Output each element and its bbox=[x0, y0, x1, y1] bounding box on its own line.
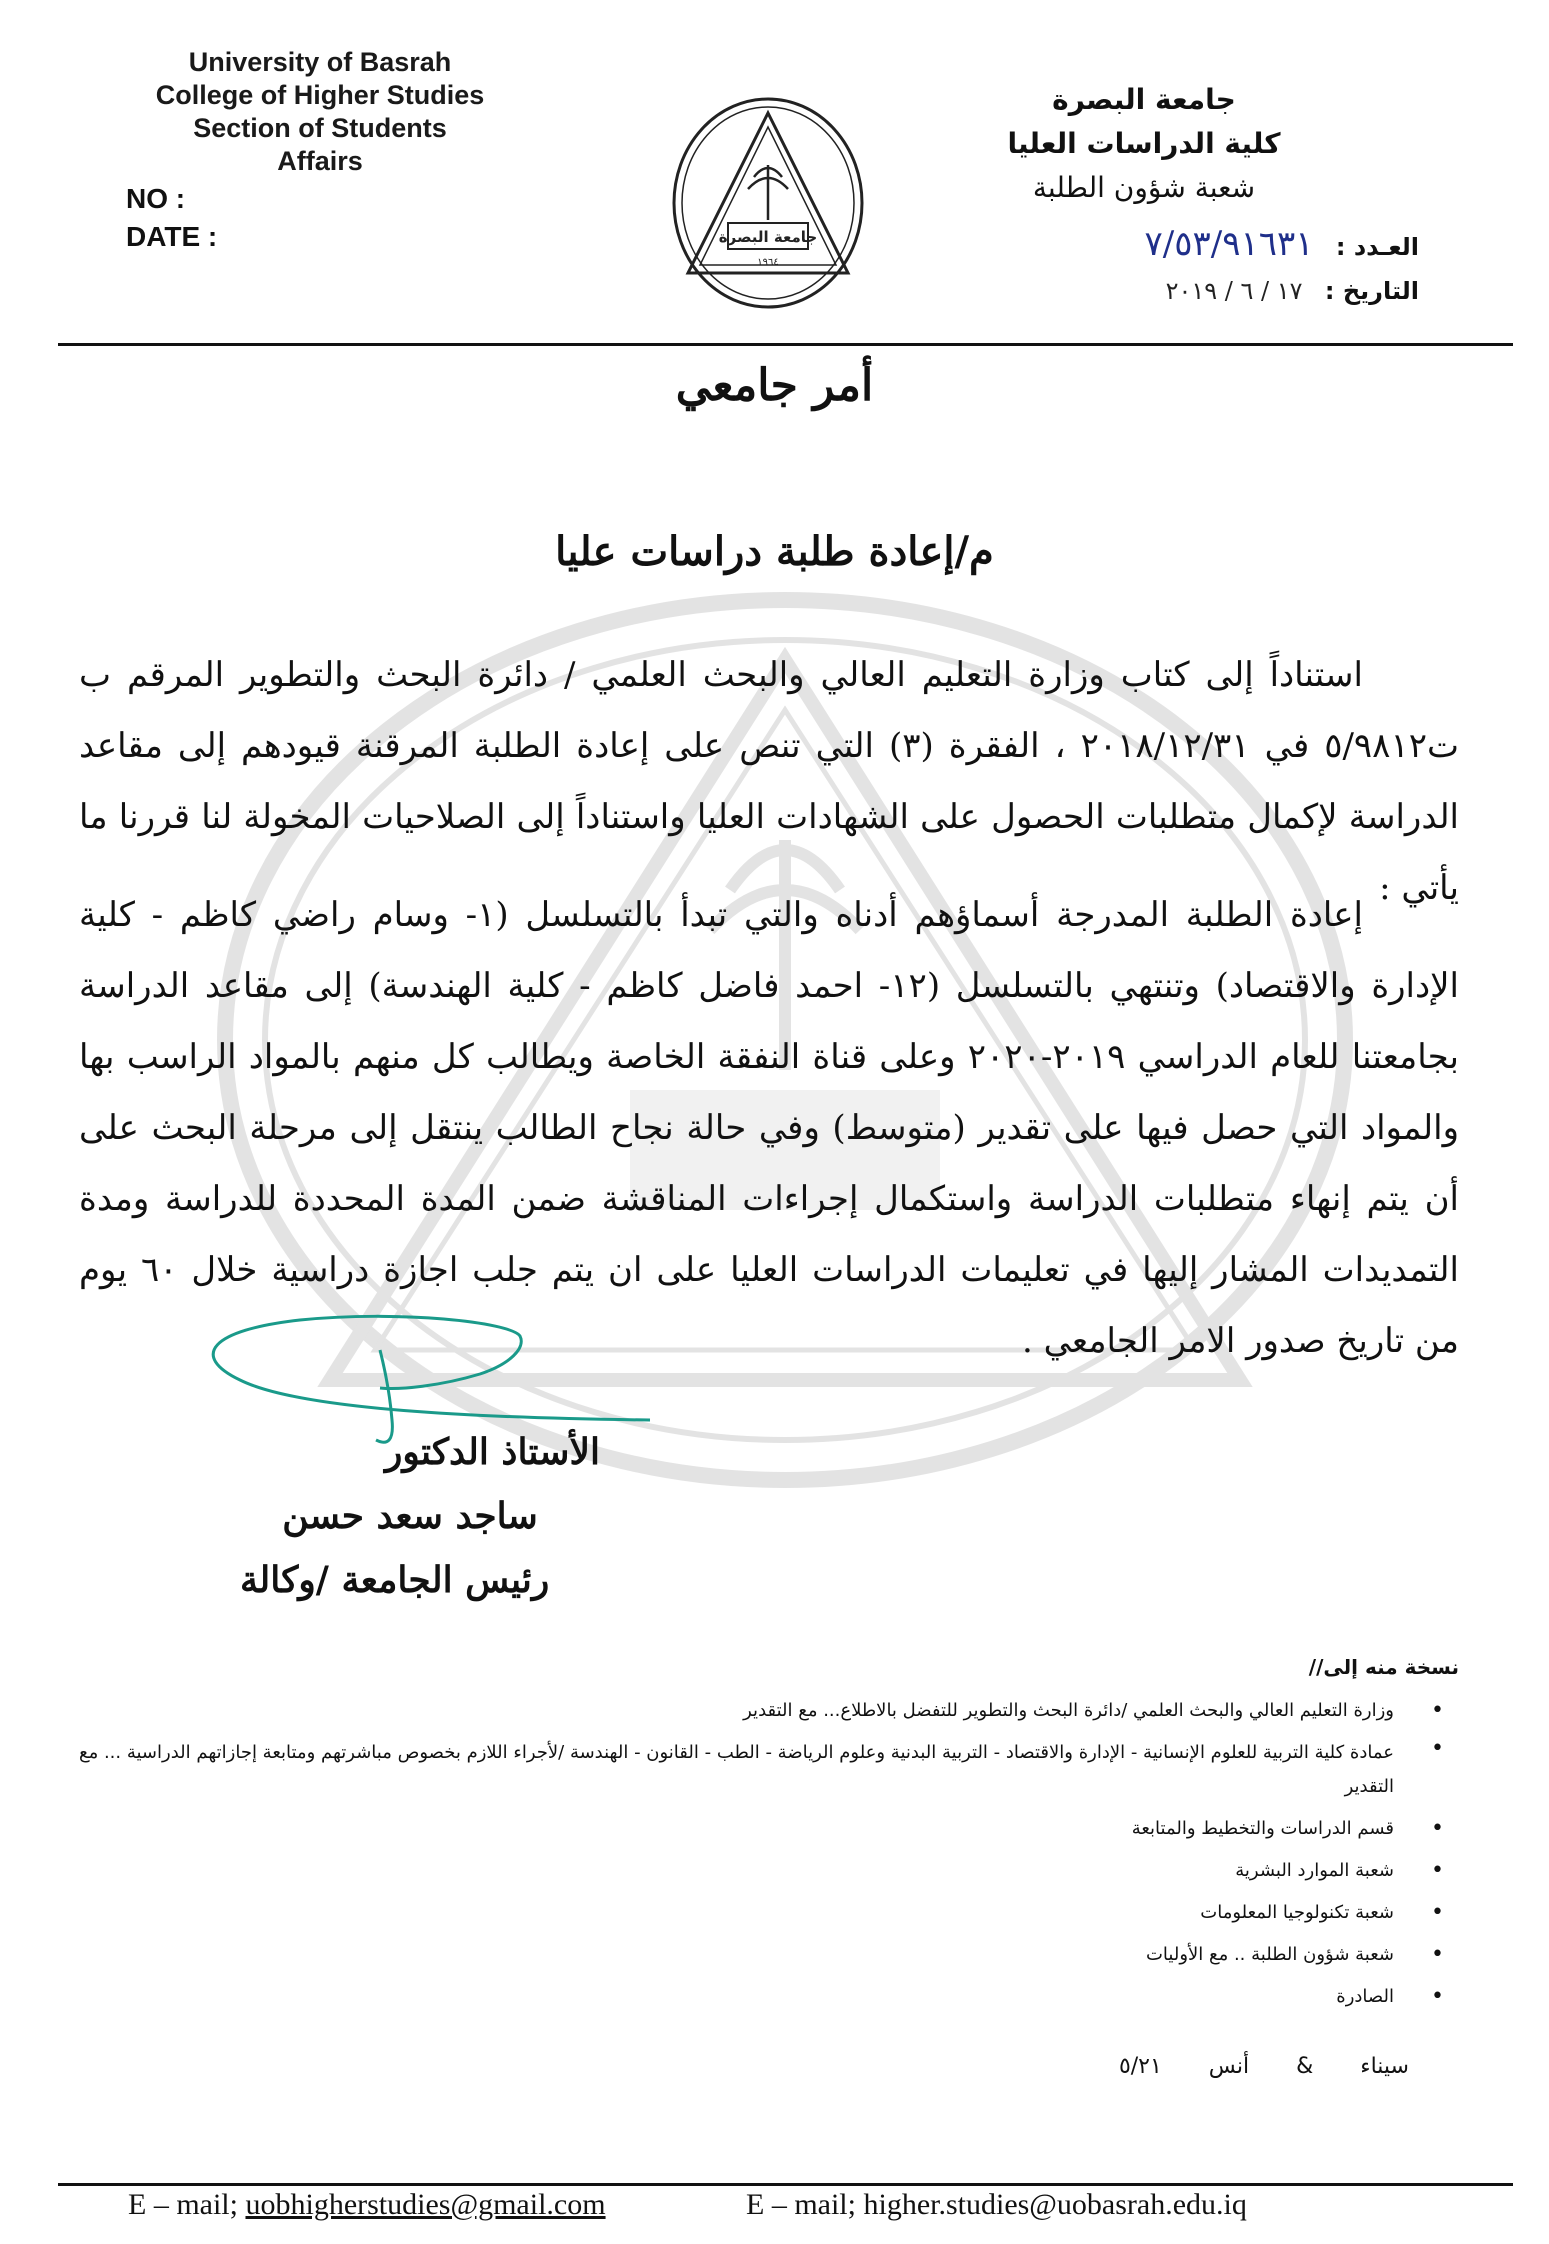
seal-year: ١٩٦٤ bbox=[757, 257, 779, 268]
list-item: • قسم الدراسات والتخطيط والمتابعة bbox=[1131, 1816, 1444, 1841]
typist-initials: سيناء & أنس ٥/٢١ bbox=[1118, 2054, 1409, 2079]
paragraph-2: إعادة الطلبة المدرجة أسماؤهم أدناه والتي تبدأ بالتسلسل (١- وسام راضي كاظم - كلية الإدارة والاقتصاد) وتنتهي بالتسلسل (١٢- احمد فاضل كاظم - كلية الهندسة) إلى مقاعد الدراسة بجامعتنا للعام الدراسي ٢٠١٩-٢٠٢٠ وعلى قناة النفقة الخاصة ويطالب كل منهم بالمواد الراسب بها والمواد التي حصل فيها على تقدير (متوسط) وفي حالة نجاح الطالب ينتقل إلى مرحلة البحث على أن يتم إنهاء متطلبات الدراسة واستكمال إجراءات المناقشة ضمن المدة المحددة للدراسة ومدة التمديدات المشار إليها في تعليمات الدراسات العليا على ان يتم جلب اجازة دراسية خلال ٦٠ يوم من تاريخ صدور الامر الجامعي . bbox=[79, 895, 1459, 1361]
list-item: • شعبة شؤون الطلبة .. مع الأوليات bbox=[1145, 1942, 1444, 1967]
ar-date-label: التاريخ : bbox=[1324, 277, 1419, 305]
list-item: • شعبة الموارد البشرية bbox=[1235, 1858, 1444, 1883]
document-subject: م/إعادة طلبة دراسات عليا bbox=[555, 528, 994, 575]
signature-block bbox=[200, 1420, 620, 1612]
signatory-name: ساجد سعد حسن bbox=[282, 1495, 538, 1537]
footer-left-email-link[interactable]: uobhigherstudies@gmail.com bbox=[245, 2188, 606, 2221]
ar-section: شعبة شؤون الطلبة bbox=[1032, 171, 1256, 204]
ar-date-row bbox=[1145, 269, 1420, 313]
footer-divider bbox=[58, 2183, 1513, 2186]
ar-no-label: العـدد : bbox=[1335, 233, 1419, 261]
university-seal-icon bbox=[670, 95, 866, 311]
document-title: أمر جامعي bbox=[675, 360, 874, 411]
en-date-label: DATE : bbox=[126, 221, 218, 252]
ar-date-value: ١٧ / ٦ / ٢٠١٩ bbox=[1165, 277, 1303, 305]
english-header bbox=[120, 46, 520, 178]
seal-text: جامعة البصرة bbox=[718, 228, 818, 246]
list-item: • عمادة كلية التربية للعلوم الإنسانية - الإدارة والاقتصاد - التربية البدنية وعلوم الرياضة - الطب - القانون - الهندسة /لأجراء اللازم بخصوص مباشرتهم ومتابعة إجازاتهم الدراسية ... مع التقدير bbox=[79, 1736, 1444, 1797]
paragraph-1: استناداً إلى كتاب وزارة التعليم العالي والبحث العلمي / دائرة البحث والتطوير المرقم ب ت٥/٩٨١٢ في ٢٠١٨/١٢/٣١ ، الفقرة (٣) التي تنص على إعادة الطلبة المرقنة قيودهم إلى مقاعد الدراسة لإكمال متطلبات الحصول على الشهادات العليا واستناداً إلى الصلاحيات المخولة لنا قررنا ما يأتي : bbox=[79, 655, 1459, 908]
en-section: Section of Students bbox=[193, 113, 447, 143]
footer-email-right bbox=[746, 2188, 1247, 2222]
english-ref-block bbox=[126, 180, 217, 256]
list-item: • وزارة التعليم العالي والبحث العلمي /دائرة البحث والتطوير للتفضل بالاطلاع... مع التقدير bbox=[743, 1698, 1444, 1723]
footer-right-label: E – mail; bbox=[746, 2188, 864, 2221]
ar-college: كلية الدراسات العليا bbox=[1007, 127, 1281, 160]
signatory-position: رئيس الجامعة /وكالة bbox=[240, 1559, 550, 1601]
ar-no-value: ٧/٥٣/٩١٦٣١ bbox=[1144, 224, 1314, 264]
ar-no-row bbox=[1145, 222, 1420, 269]
header-divider bbox=[58, 343, 1513, 346]
en-college: College of Higher Studies bbox=[155, 80, 485, 110]
arabic-header bbox=[964, 78, 1324, 210]
copies-list bbox=[34, 1690, 1454, 2018]
signatory-title: الأستاذ الدكتور bbox=[385, 1431, 600, 1473]
footer-left-label: E – mail; bbox=[128, 2188, 246, 2221]
arabic-ref-block bbox=[1145, 222, 1420, 313]
list-item: • الصادرة bbox=[1336, 1984, 1444, 2009]
copies-heading: نسخة منه إلى// bbox=[1308, 1655, 1459, 1679]
list-item: • شعبة تكنولوجيا المعلومات bbox=[1200, 1900, 1444, 1925]
ar-university: جامعة البصرة bbox=[1052, 83, 1236, 116]
en-no-label: NO : bbox=[126, 183, 186, 214]
footer-email-left bbox=[128, 2188, 606, 2222]
en-affairs: Affairs bbox=[277, 146, 363, 176]
footer-right-email[interactable]: higher.studies@uobasrah.edu.iq bbox=[863, 2188, 1247, 2221]
en-university: University of Basrah bbox=[188, 47, 452, 77]
